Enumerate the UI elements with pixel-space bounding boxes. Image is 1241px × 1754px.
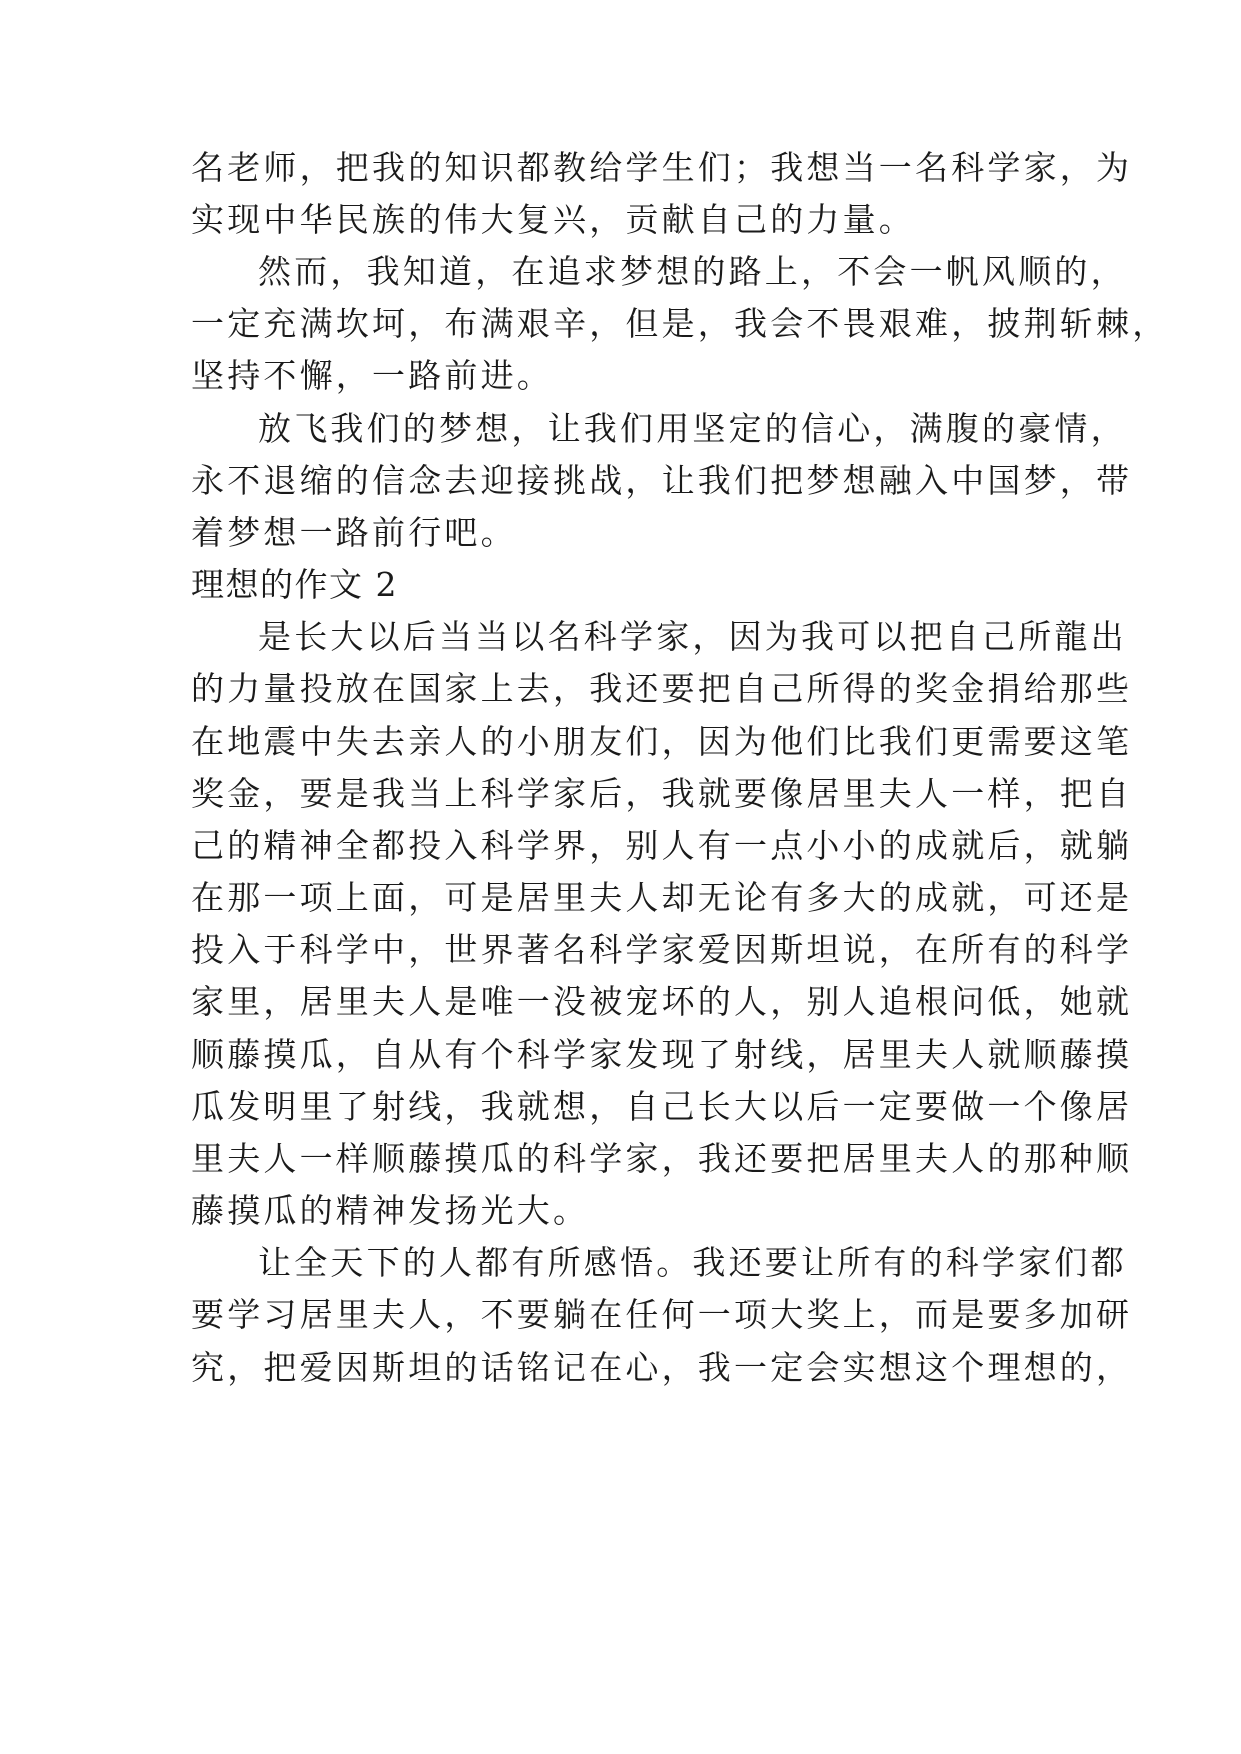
text-line: 的力量投放在国家上去，我还要把自己所得的奖金捐给那些 — [191, 669, 1133, 708]
text-line: 然而，我知道，在追求梦想的路上，不会一帆风顺的， — [258, 252, 1127, 291]
text-line: 着梦想一路前行吧。 — [191, 513, 517, 552]
text-line: 是长大以后当当以名科学家，因为我可以把自己所龍出 — [258, 617, 1127, 656]
text-line: 永不退缩的信念去迎接挑战，让我们把梦想融入中国梦，带 — [191, 461, 1133, 500]
text-line: 藤摸瓜的精神发扬光大。 — [191, 1191, 590, 1230]
text-line: 究，把爱因斯坦的话铭记在心，我一定会实想这个理想的， — [191, 1348, 1133, 1387]
text-line: 名老师，把我的知识都教给学生们；我想当一名科学家，为 — [191, 148, 1133, 187]
text-line: 实现中华民族的伟大复兴，贡献自己的力量。 — [191, 200, 915, 239]
text-line: 顺藤摸瓜，自从有个科学家发现了射线，居里夫人就顺藤摸 — [191, 1035, 1133, 1074]
text-line: 瓜发明里了射线，我就想，自己长大以后一定要做一个像居 — [191, 1087, 1133, 1126]
text-line: 放飞我们的梦想，让我们用坚定的信心，满腹的豪情， — [258, 409, 1127, 448]
text-line: 家里，居里夫人是唯一没被宠坏的人，别人追根问低，她就 — [191, 982, 1133, 1021]
text-line: 里夫人一样顺藤摸瓜的科学家，我还要把居里夫人的那种顺 — [191, 1139, 1133, 1178]
text-line: 要学习居里夫人，不要躺在任何一项大奖上，而是要多加研 — [191, 1295, 1133, 1334]
section-heading: 理想的作文 2 — [191, 565, 398, 604]
text-line: 投入于科学中，世界著名科学家爱因斯坦说，在所有的科学 — [191, 930, 1133, 969]
text-line: 己的精神全都投入科学界，别人有一点小小的成就后，就躺 — [191, 826, 1133, 865]
text-line: 在那一项上面，可是居里夫人却无论有多大的成就，可还是 — [191, 878, 1133, 917]
text-line: 让全天下的人都有所感悟。我还要让所有的科学家们都 — [258, 1243, 1127, 1282]
text-line: 奖金，要是我当上科学家后，我就要像居里夫人一样，把自 — [191, 774, 1133, 813]
text-line: 坚持不懈，一路前进。 — [191, 356, 553, 395]
text-line: 在地震中失去亲人的小朋友们，因为他们比我们更需要这笔 — [191, 722, 1133, 761]
text-line: 一定充满坎坷，布满艰辛，但是，我会不畏艰难，披荆斩棘， — [191, 304, 1169, 343]
